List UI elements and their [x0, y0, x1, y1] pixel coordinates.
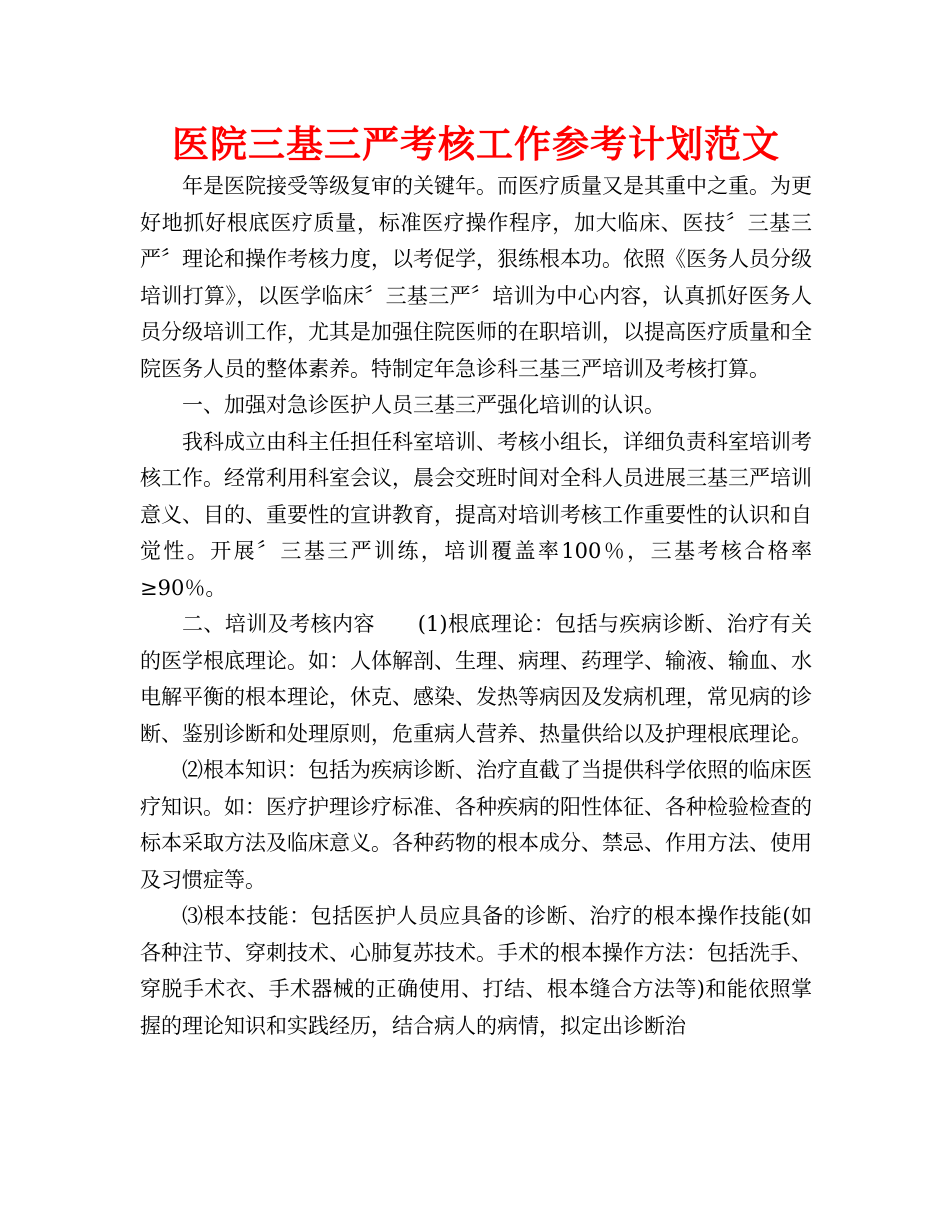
- document-title: 医院三基三严考核工作参考计划范文: [172, 123, 780, 166]
- paragraph-basic-knowledge: ⑵根本知识：包括为疾病诊断、治疗直截了当提供科学依照的临床医疗知识。如：医疗护理诊疗标准、各种疾病的阳性体征、各种检验检查的标本采取方法及临床意义。各种药物的根本成分、禁忌、作用方法、使用及习惯症等。: [140, 758, 812, 892]
- document-body: [140, 168, 812, 1044]
- paragraph-section-2-theory: 二、培训及考核内容 (1)根底理论：包括与疾病诊断、治疗有关的医学根底理论。如：人体解剖、生理、病理、药理学、输液、输血、水电解平衡的根本理论，休克、感染、发热等病因及发病机理，常见病的诊断、鉴别诊断和处理原则，危重病人营养、热量供给以及护理根底理论。: [140, 612, 812, 746]
- paragraph-intro: 年是医院接受等级复审的关键年。而医疗质量又是其重中之重。为更好地抓好根底医疗质量，标准医疗操作程序，加大临床、医技〞三基三严〞理论和操作考核力度，以考促学，狠练根本功。依照《医务人员分级培训打算》，以医学临床〞三基三严〞培训为中心内容，认真抓好医务人员分级培训工作，尤其是加强住院医师的在职培训，以提高医疗质量和全院医务人员的整体素养。特制定年急诊科三基三严培训及考核打算。: [140, 174, 812, 381]
- document-page: [140, 122, 812, 1044]
- paragraph-section-1-body: 我科成立由科主任担任科室培训、考核小组长，详细负责科室培训考核工作。经常利用科室会议，晨会交班时间对全科人员进展三基三严培训意义、目的、重要性的宣讲教育，提高对培训考核工作重要性的认识和自觉性。开展〞三基三严训练，培训覆盖率100％，三基考核合格率≥90％。: [140, 429, 812, 600]
- paragraph-basic-skills: ⑶根本技能：包括医护人员应具备的诊断、治疗的根本操作技能(如各种注节、穿刺技术、心肺复苏技术。手术的根本操作方法：包括洗手、穿脱手术衣、手术器械的正确使用、打结、根本缝合方法等)和能依照掌握的理论知识和实践经历，结合病人的病情，拟定出诊断治: [140, 904, 812, 1038]
- paragraph-section-1-heading: 一、加强对急诊医护人员三基三严强化培训的认识。: [182, 393, 665, 417]
